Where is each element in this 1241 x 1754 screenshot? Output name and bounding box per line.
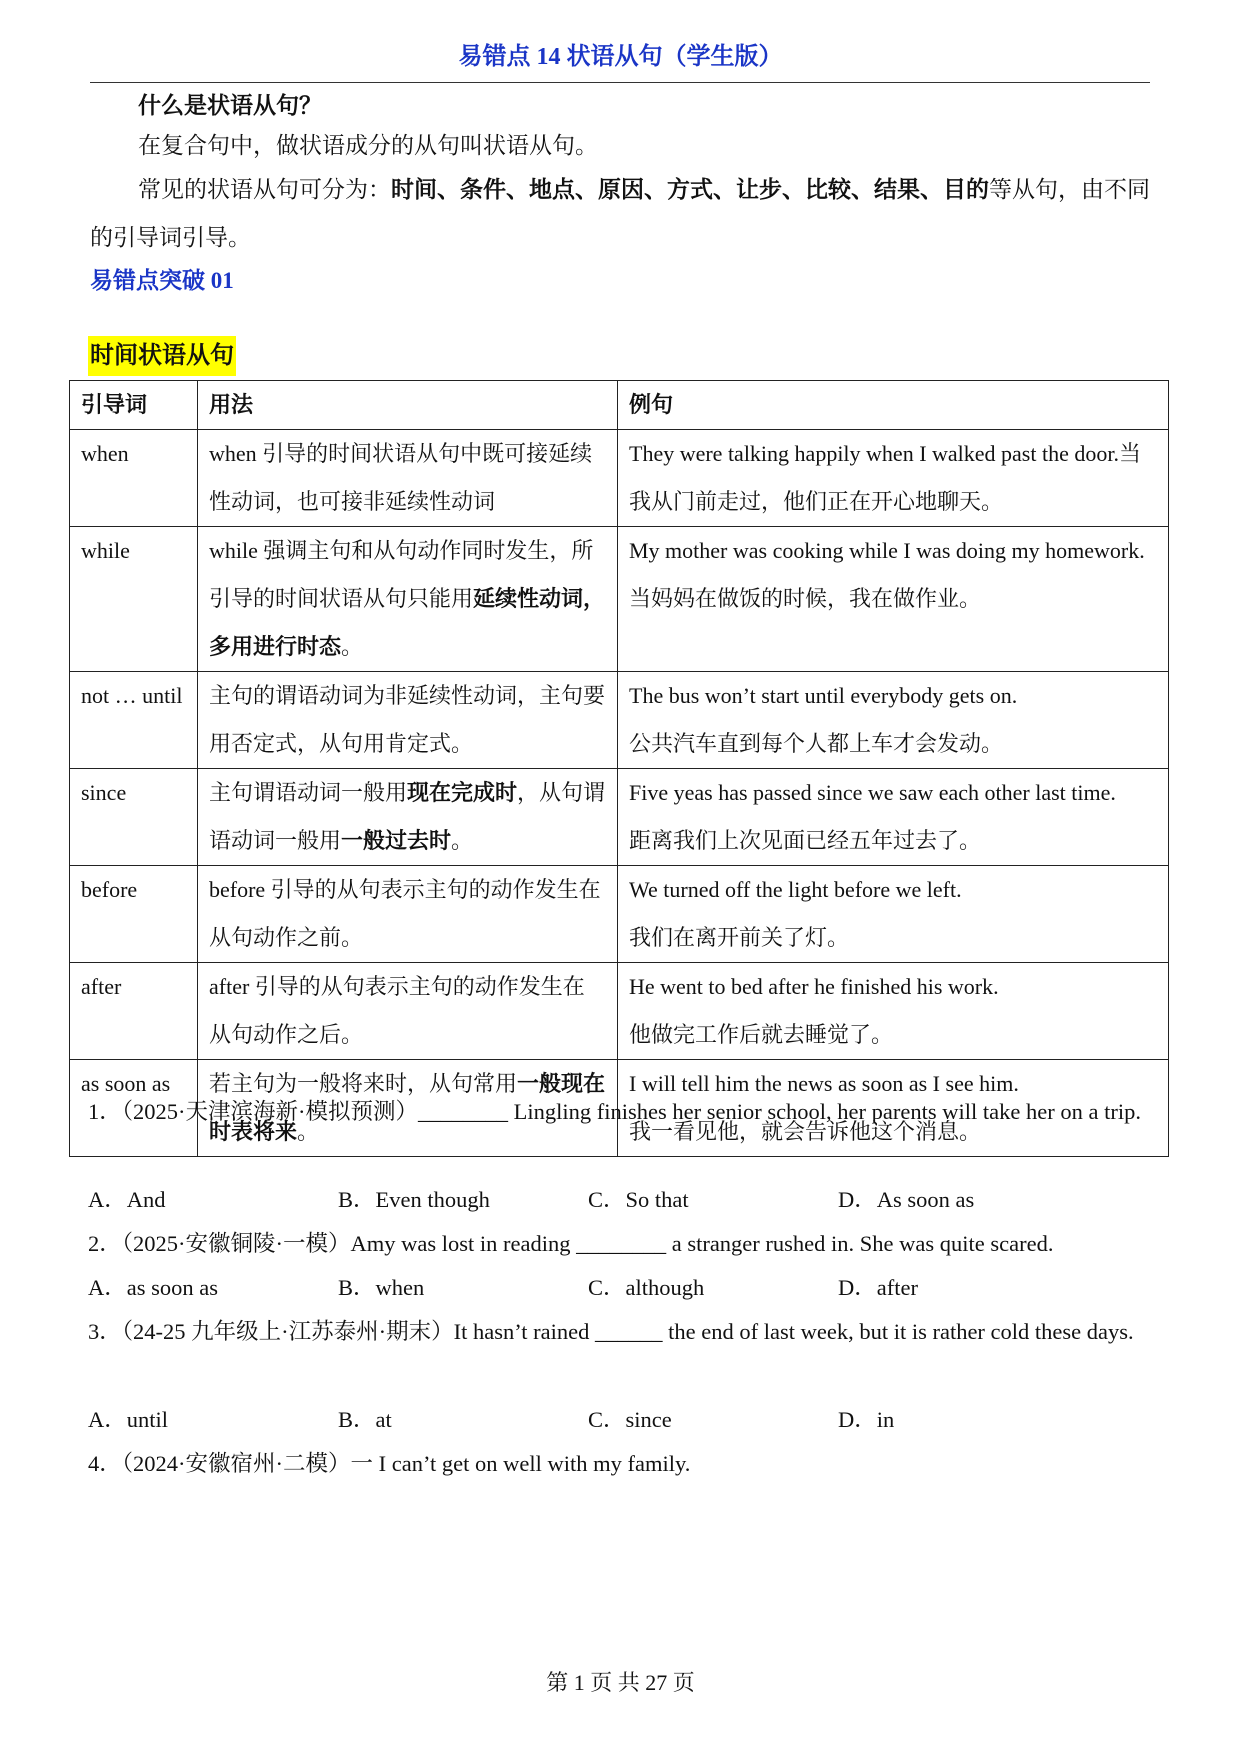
section-title-highlighted: 时间状语从句 (88, 336, 236, 376)
usage-emphasis: 现在完成时 (407, 780, 518, 805)
example-line: He went to bed after he finished his work. (629, 974, 999, 999)
answer-option: C．since (588, 1407, 672, 1432)
header-example: 例句 (618, 381, 1169, 430)
intro-definition: 在复合句中，做状语成分的从句叫状语从句。 (138, 133, 598, 158)
usage-text: 主句的谓语动词为非延续性动词，主句要用否定式，从句用肯定式。 (209, 683, 606, 756)
answer-option: D．As soon as (838, 1187, 975, 1212)
usage-cell (198, 963, 618, 1060)
answer-option: C．So that (588, 1187, 689, 1212)
example-cell (618, 672, 1169, 769)
example-cell (618, 769, 1169, 866)
conjunction-table (69, 380, 1169, 1157)
usage-emphasis: 一般现在时表将来 (209, 1071, 606, 1144)
example-line: Five yeas has passed since we saw each other last time. (629, 780, 1116, 805)
table-row (70, 963, 1169, 1060)
table-row (70, 769, 1169, 866)
example-line: The bus won’t start until everybody gets on. (629, 683, 1018, 708)
usage-text: 主句谓语动词一般用 (209, 780, 408, 805)
example-cell (618, 527, 1169, 672)
usage-text: while 强调主句和从句动作同时发生，所引导的时间状语从句只能用 (209, 538, 594, 611)
usage-text: before 引导的从句表示主句的动作发生在从句动作之前。 (209, 877, 601, 950)
usage-cell (198, 769, 618, 866)
example-line: We turned off the light before we left. (629, 877, 962, 902)
question-stem: 4．（2024·安徽宿州·二模）一 I can’t get on well with my family. (88, 1451, 691, 1476)
question-stem: 2．（2025·安徽铜陵·一模）Amy was lost in reading ________ a stranger rushed in. She was quite scared. (88, 1231, 1054, 1256)
example-line: My mother was cooking while I was doing my homework. (629, 538, 1145, 563)
example-line: I will tell him the news as soon as I see him. (629, 1071, 1019, 1096)
example-line: 当妈妈在做饭的时候，我在做作业。 (629, 586, 982, 611)
conjunction-cell: as soon as (70, 1060, 198, 1157)
usage-cell (198, 866, 618, 963)
example-cell (618, 866, 1169, 963)
table-row (70, 430, 1169, 527)
usage-cell (198, 672, 618, 769)
answer-options (88, 1396, 1152, 1444)
breakthrough-label: 易错点突破 01 (90, 268, 234, 293)
usage-cell (198, 527, 618, 672)
conjunction-cell: not … until (70, 672, 198, 769)
usage-text: after 引导的从句表示主句的动作发生在从句动作之后。 (209, 974, 585, 1047)
intro-types: 常见的状语从句可分为：时间、条件、地点、原因、方式、让步、比较、结果、目的等从句，由不同的引导词引导。 (90, 177, 1150, 250)
conjunction-cell: while (70, 527, 198, 672)
table-row (70, 527, 1169, 672)
table-row (70, 866, 1169, 963)
table-header-row (70, 381, 1169, 430)
document-header-title: 易错点 14 状语从句（学生版） (458, 44, 783, 70)
conjunction-cell: after (70, 963, 198, 1060)
conjunction-cell: since (70, 769, 198, 866)
header-conjunction: 引导词 (70, 381, 198, 430)
answer-option: D．in (838, 1407, 895, 1432)
usage-text: when 引导的时间状语从句中既可接延续性动词，也可接非延续性动词 (209, 441, 593, 514)
conjunction-cell: before (70, 866, 198, 963)
usage-emphasis: 延续性动词，多用进行时态 (209, 586, 606, 659)
conjunction-cell: when (70, 430, 198, 527)
example-line: 我一看见他，就会告诉他这个消息。 (629, 1119, 982, 1144)
answer-option: D．after (838, 1275, 918, 1300)
usage-text: ，从句谓语动词一般用 (209, 780, 606, 853)
answer-options (88, 1176, 1152, 1224)
answer-option: A．until (88, 1407, 169, 1432)
answer-option: A．as soon as (88, 1275, 218, 1300)
answer-option: B．at (338, 1407, 392, 1432)
usage-text: 。 (451, 828, 474, 853)
usage-emphasis: 一般过去时 (341, 828, 452, 853)
table-row (70, 672, 1169, 769)
question-stem: 3．（24-25 九年级上·江苏泰州·期末）It hasn’t rained ______ the end of last week, but it is rather cold these days. (88, 1319, 1134, 1344)
example-cell (618, 963, 1169, 1060)
usage-text: 。 (341, 634, 364, 659)
intro-question: 什么是状语从句？ (138, 93, 322, 118)
example-cell (618, 430, 1169, 527)
usage-cell (198, 430, 618, 527)
answer-option: A．And (88, 1187, 166, 1212)
answer-options (88, 1264, 1152, 1312)
page-footer: 第 1 页 共 27 页 (546, 1670, 695, 1695)
answer-option: C．although (588, 1275, 705, 1300)
example-line: 我们在离开前关了灯。 (629, 925, 850, 950)
usage-text: 。 (297, 1119, 320, 1144)
example-line: 公共汽车直到每个人都上车才会发动。 (629, 731, 1004, 756)
usage-text: 若主句为一般将来时，从句常用 (209, 1071, 518, 1096)
example-line: They were talking happily when I walked past the door.当我从门前走过，他们正在开心地聊天。 (629, 441, 1141, 514)
question-stem: 1．（2025·天津滨海新·模拟预测）________ Lingling finishes her senior school, her parents will take her on a trip. (88, 1099, 1141, 1124)
answer-option: B．Even though (338, 1187, 490, 1212)
header-usage: 用法 (198, 381, 618, 430)
example-line: 他做完工作后就去睡觉了。 (629, 1022, 894, 1047)
answer-option: B．when (338, 1275, 425, 1300)
example-line: 距离我们上次见面已经五年过去了。 (629, 828, 982, 853)
